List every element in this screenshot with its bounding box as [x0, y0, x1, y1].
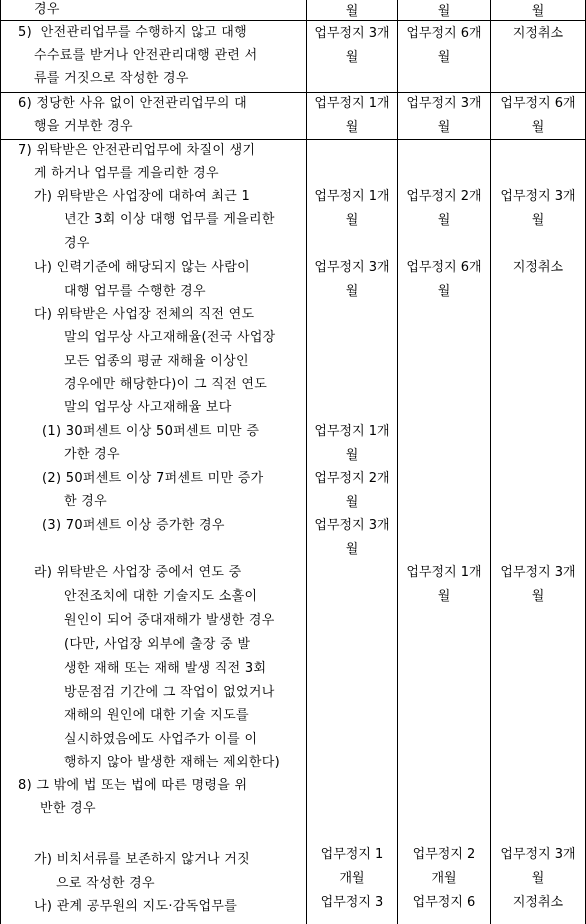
violation-text: (3) 70퍼센트 이상 증가한 경우: [42, 518, 225, 533]
violation-text: 나) 인력기준에 해당되지 않는 사람이: [34, 260, 250, 275]
violation-text: 반한 경우: [40, 801, 96, 816]
violation-text: 방문점검 기간에 그 작업이 없었거나: [64, 685, 275, 700]
violation-text: 나) 관계 공무원의 지도·감독업무를: [34, 899, 238, 914]
violation-text: 안전조치에 대한 기술지도 소홀이: [64, 589, 258, 604]
violation-text: 5) 안전관리업무를 수행하지 않고 대행: [18, 25, 247, 40]
penalty-first-cell: 월: [345, 495, 359, 510]
penalty-first-cell: 업무정지 1개: [314, 96, 390, 111]
violation-text: 원인이 되어 중대재해가 발생한 경우: [64, 613, 275, 628]
penalty-second-cell: 업무정지 3개: [406, 96, 482, 111]
penalty-first-cell: 업무정지 2개: [314, 471, 390, 486]
penalty-third-cell: 지정취소: [512, 26, 564, 41]
penalty-first-cell: 월: [345, 120, 359, 135]
violation-text: 6) 정당한 사유 없이 안전관리업무의 대: [18, 96, 247, 111]
penalty-third-cell: 지정취소: [512, 260, 564, 275]
penalty-second-cell: 업무정지 2개: [406, 189, 482, 204]
penalty-third-cell: 업무정지 6개: [500, 96, 576, 111]
penalty-second-cell: 개월: [431, 871, 457, 886]
violation-text: (다만, 사업장 외부에 출장 중 발: [64, 637, 251, 652]
penalty-first-cell: 월: [345, 50, 359, 65]
penalty-second-cell: 업무정지 1개: [406, 565, 482, 580]
violation-text: 라) 위탁받은 사업장 중에서 연도 중: [34, 565, 242, 580]
violation-text: 말의 업무상 사고재해율 보다: [64, 400, 232, 415]
penalty-second-cell: 업무정지 6개: [406, 260, 482, 275]
penalty-third-cell: 월: [531, 589, 545, 604]
penalty-first-cell: 업무정지 3: [320, 895, 384, 910]
violation-text: 행하지 않아 발생한 재해는 제외한다): [64, 755, 280, 770]
penalty-first-cell: 월: [345, 213, 359, 228]
violation-text: 한 경우: [64, 494, 108, 509]
penalty-first-cell: 업무정지 3개: [314, 26, 390, 41]
penalty-first-cell: 업무정지 1개: [314, 424, 390, 439]
violation-text: 다) 위탁받은 사업장 전체의 직전 연도: [34, 307, 255, 322]
violation-text: 년간 3회 이상 대행 업무를 게을리한: [64, 212, 275, 227]
penalty-first-cell: 월: [345, 4, 359, 19]
penalty-first-cell: 개월: [339, 871, 365, 886]
violation-text: 류를 거짓으로 작성한 경우: [34, 71, 189, 86]
penalty-first-cell: 월: [345, 448, 359, 463]
penalty-third-cell: 월: [531, 213, 545, 228]
penalty-third-cell: 업무정지 3개: [500, 565, 576, 580]
penalty-first-cell: 업무정지 3개: [314, 260, 390, 275]
penalty-second-cell: 업무정지 6: [412, 895, 476, 910]
penalty-second-cell: 업무정지 6개: [406, 26, 482, 41]
violation-text: 게 하거나 업무를 게을리한 경우: [34, 166, 219, 181]
violation-text: 7) 위탁받은 안전관리업무에 차질이 생기: [18, 143, 256, 158]
violation-text: 재해의 원인에 대한 기술 지도를: [64, 708, 249, 723]
penalty-third-cell: 업무정지 3개: [500, 847, 576, 862]
violation-text: 대행 업무를 수행한 경우: [64, 284, 206, 299]
penalty-second-cell: 월: [437, 589, 451, 604]
violation-text: 가) 비치서류를 보존하지 않거나 거짓: [34, 852, 250, 867]
violation-text: 경우에만 해당한다)이 그 직전 연도: [64, 377, 268, 392]
penalty-first-cell: 월: [345, 542, 359, 557]
penalty-first-cell: 업무정지 1: [320, 847, 384, 862]
violation-text: 가) 위탁받은 사업장에 대하여 최근 1: [34, 189, 251, 204]
penalty-first-cell: 월: [345, 284, 359, 299]
violation-text: 생한 재해 또는 재해 발생 직전 3회: [64, 661, 267, 676]
violation-text: 행을 거부한 경우: [34, 119, 133, 134]
violation-text: 모든 업종의 평균 재해율 이상인: [64, 354, 249, 369]
violation-text: (1) 30퍼센트 이상 50퍼센트 미만 증: [42, 424, 260, 439]
penalty-second-cell: 월: [437, 50, 451, 65]
penalty-second-cell: 월: [437, 213, 451, 228]
penalty-second-cell: 월: [437, 284, 451, 299]
penalty-first-cell: 업무정지 1개: [314, 189, 390, 204]
violation-text: 8) 그 밖에 법 또는 법에 따른 명령을 위: [18, 778, 248, 793]
penalty-third-cell: 월: [531, 871, 545, 886]
violation-text: (2) 50퍼센트 이상 7퍼센트 미만 증가: [42, 471, 264, 486]
violation-text: 경우: [34, 2, 60, 17]
penalty-third-cell: 지정취소: [512, 895, 564, 910]
penalty-third-cell: 월: [531, 4, 545, 19]
penalty-second-cell: 업무정지 2: [412, 847, 476, 862]
violation-text: 실시하였음에도 사업주가 이를 이: [64, 732, 258, 747]
penalty-second-cell: 월: [437, 4, 451, 19]
penalty-third-cell: 월: [531, 120, 545, 135]
penalty-third-cell: 업무정지 3개: [500, 189, 576, 204]
penalty-second-cell: 월: [437, 120, 451, 135]
violation-text: 가한 경우: [64, 447, 120, 462]
violation-text: 으로 작성한 경우: [56, 876, 155, 891]
violation-text: 말의 업무상 사고재해율(전국 사업장: [64, 330, 276, 345]
violation-text: 수수료를 받거나 안전관리대행 관련 서: [34, 48, 258, 63]
violation-text: 경우: [64, 236, 90, 251]
penalty-first-cell: 업무정지 3개: [314, 518, 390, 533]
